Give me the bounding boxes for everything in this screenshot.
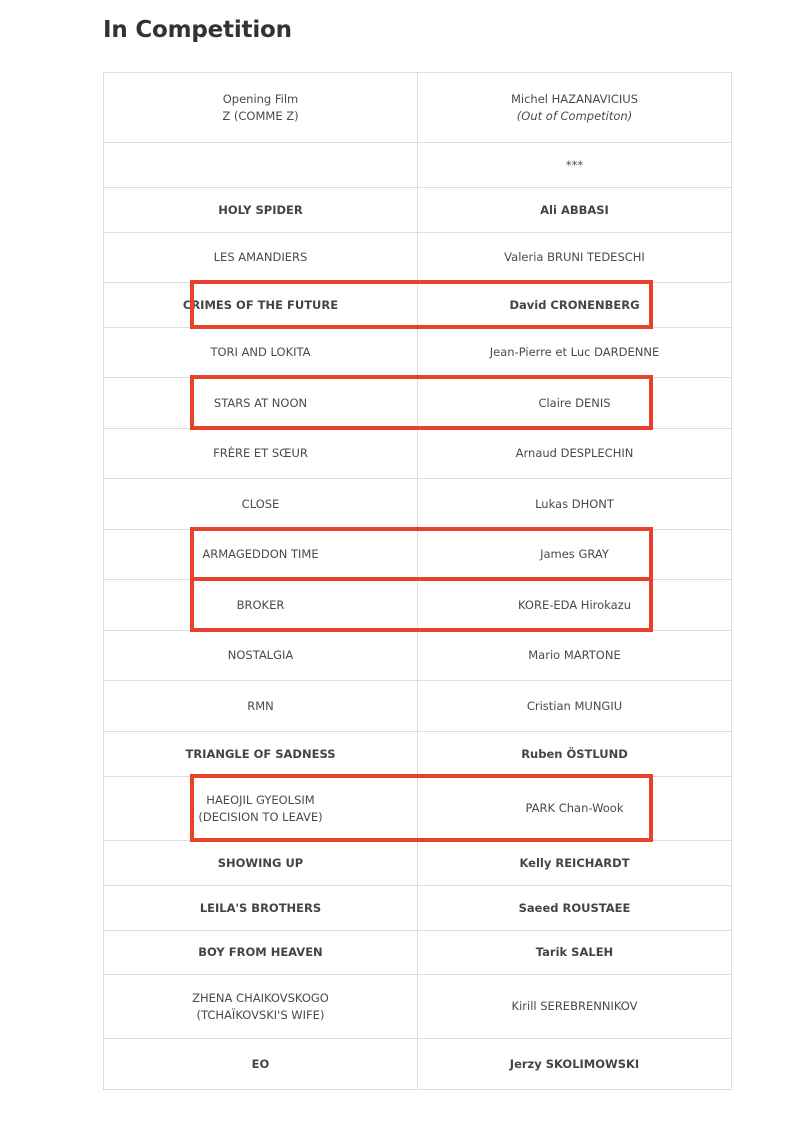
director-name: Jean-Pierre et Luc DARDENNE [489,345,660,359]
director-name: Ali ABBASI [540,202,609,217]
table-row [104,580,732,631]
film-title-cell [104,188,418,232]
director-cell [418,530,732,579]
director-cell [418,732,732,776]
film-title: BOY FROM HEAVEN [198,945,323,959]
table-row [104,429,732,479]
film-title: EO [251,1056,270,1071]
director-name: Arnaud DESPLECHIN [515,446,634,460]
director-name: *** [565,157,584,172]
film-title-cell [104,975,418,1038]
director-cell [418,73,732,142]
table-row [104,530,732,580]
table-row [104,777,732,841]
director-cell [418,378,732,428]
table-row [104,143,732,188]
table-row [104,188,732,233]
director-name: Kelly REICHARDT [519,855,630,870]
table-row [104,233,732,283]
table-row [104,841,732,886]
film-title: STARS AT NOON [213,395,308,410]
film-title: ZHENA CHAIKOVSKOGO [192,990,329,1005]
film-title: NOSTALGIA [227,648,294,662]
director-cell [418,580,732,630]
director-cell [418,233,732,282]
table-row [104,73,732,143]
film-title: (DECISION TO LEAVE) [198,809,323,824]
director-name: Mario MARTONE [528,648,621,662]
director-cell [418,429,732,478]
director-cell [418,631,732,680]
table-row [104,931,732,975]
director-name: Ruben ÖSTLUND [521,746,628,761]
table-row [104,479,732,530]
film-title-cell [104,631,418,680]
director-name: Valeria BRUNI TEDESCHI [504,250,645,264]
director-name: PARK Chan-Wook [525,801,624,815]
film-title: HAEOJIL GYEOLSIM [206,792,315,807]
film-title-cell [104,841,418,885]
director-cell [418,681,732,731]
director-cell [418,777,732,840]
film-title-cell [104,143,418,187]
director-name: Claire DENIS [538,395,611,410]
film-title: Opening Film [222,91,299,106]
table-row [104,886,732,931]
director-cell [418,975,732,1038]
film-title: ARMAGEDDON TIME [202,547,319,561]
film-title: BROKER [236,597,285,612]
film-title-cell [104,1039,418,1089]
film-title: TRIANGLE OF SADNESS [185,746,336,761]
film-title-cell [104,233,418,282]
table-row [104,328,732,378]
table-row [104,975,732,1039]
film-title: LEILA'S BROTHERS [199,900,322,915]
director-cell [418,1039,732,1089]
film-title: TORI AND LOKITA [210,345,311,359]
film-title: RMN [247,698,274,713]
director-name: James GRAY [540,547,609,561]
film-title: CLOSE [241,496,280,511]
film-title: (TCHAÏKOVSKI'S WIFE) [196,1007,325,1022]
film-title-cell [104,886,418,930]
director-cell [418,479,732,529]
film-title: HOLY SPIDER [218,202,303,217]
table-row [104,732,732,777]
table-row [104,1039,732,1090]
film-title-cell [104,777,418,840]
film-title-cell [104,73,418,142]
film-title: CRIMES OF THE FUTURE [182,297,339,312]
table-row [104,283,732,328]
director-cell [418,841,732,885]
table-row [104,378,732,429]
director-cell [418,283,732,327]
director-cell [418,328,732,377]
film-title-cell [104,283,418,327]
film-title-cell [104,732,418,776]
table-row [104,631,732,681]
director-name: Jerzy SKOLIMOWSKI [509,1056,640,1071]
film-title: LES AMANDIERS [213,250,308,264]
director-name: Tarik SALEH [535,945,614,959]
director-cell [418,188,732,232]
film-title-cell [104,328,418,377]
film-title: SHOWING UP [217,855,304,870]
director-name: Michel HAZANAVICIUS [510,91,639,106]
director-name: KORE-EDA Hirokazu [518,597,631,612]
film-title-cell [104,429,418,478]
page-title: In Competition [103,17,292,43]
film-title-cell [104,681,418,731]
table-row [104,681,732,732]
film-title-cell [104,378,418,428]
film-title-cell [104,479,418,529]
film-title-cell [104,931,418,974]
competition-table [103,72,732,1090]
director-name: Lukas DHONT [535,496,614,511]
director-cell [418,886,732,930]
film-title-cell [104,580,418,630]
film-title: FRÈRE ET SŒUR [213,446,308,460]
director-name: Kirill SEREBRENNIKOV [511,999,638,1013]
director-cell [418,931,732,974]
film-title: Z (COMME Z) [222,108,299,123]
out-of-competition-note: (Out of Competiton) [516,108,633,123]
film-title-cell [104,530,418,579]
director-name: Cristian MUNGIU [526,698,623,713]
director-name: David CRONENBERG [509,297,640,312]
director-name: Saeed ROUSTAEE [518,900,631,915]
director-cell [418,143,732,187]
